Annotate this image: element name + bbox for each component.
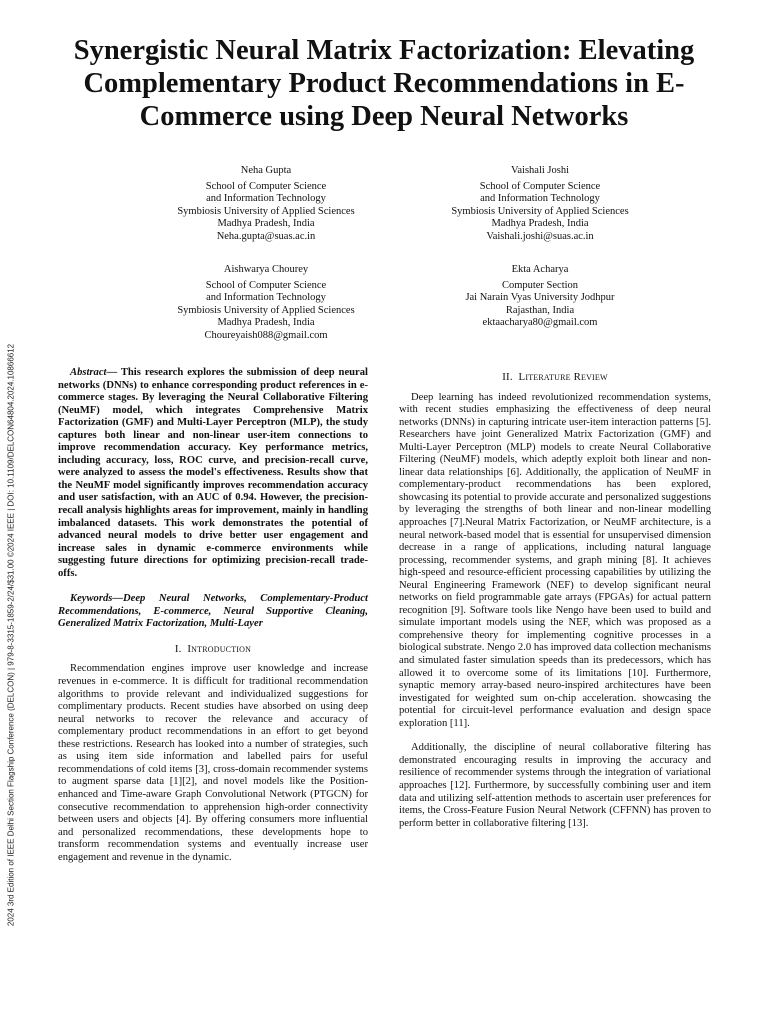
- section-title: Literature Review: [518, 371, 608, 383]
- author-location: Rajasthan, India: [505, 304, 575, 316]
- paper-title: Synergistic Neural Matrix Factorization: Elevating Complementary Product Recommendations in E-Commerce using Deep Neural Networks: [73, 35, 695, 132]
- left-column: [58, 367, 368, 864]
- author-email: Neha.gupta@suas.ac.in: [216, 230, 316, 242]
- intro-paragraph: Recommendation engines improve user knowledge and increase revenues in e-commerce. It is difficult for traditional recommendation algorithms to provide relevant and individualized suggestions for complimentary products. Recent studies have absorbed on using deep neural networks to recover the relevance and accuracy of complementary product recommendations in an effort to get beyond these restrictions. Research has looked into a number of strategies, such as using item side information and labelled pairs for useful recommendations of cold items [3], cross-domain recommender systems to augment sparse data [1][2], and novel models like the Position-enhanced and Time-aware Graph Convolutional Network (PTGCN) for consecutive recommendation to apprehension high-order connectivity between users and objects [4]. By offering consumers more influential and personalized recommendations, these developments hope to transform recommendation systems and eventually increase user engagement and revenue in the dynamic.: [58, 663, 368, 863]
- author-email: Vaishali.joshi@suas.ac.in: [486, 230, 594, 242]
- abstract: [58, 367, 368, 580]
- author-affiliation: Symbiosis University of Applied Sciences: [177, 304, 355, 316]
- author-affiliation: Symbiosis University of Applied Sciences: [177, 205, 355, 217]
- author-name: Vaishali Joshi: [510, 165, 570, 176]
- section-heading-literature-review: [399, 371, 711, 384]
- abstract-text: — This research explores the submission of deep neural networks (DNNs) to enhance corresponding product references in e-commerce stages. By leveraging the Neural Collaborative Filtering (NeuMF) model, which integrates Comprehensive Matrix Factorization (GMF) and Multi-Layer Perceptron (MLP), the study captures both linear and non-linear user-item connections to improve recommendation accuracy. Key performance metrics, including accuracy, loss, ROC curve, and precision-recall curve, were analyzed to assess the model's effectiveness. Results show that the NeuMF model significantly improves recommendation accuracy and user satisfaction, with an AUC of 0.94. However, the precision-recall analysis highlights areas for improvement, mainly in handling imbalanced datasets. This work demonstrates the potential of advanced neural models to drive better user engagement and increase sales in dynamic e-commerce environments while suggesting future directions for optimizing precision-recall trade-offs.: [58, 367, 368, 579]
- author-affiliation: School of Computer Science: [205, 279, 327, 291]
- author-affiliation: and Information Technology: [480, 193, 600, 205]
- author-block-1: [116, 165, 416, 244]
- author-affiliation: School of Computer Science: [479, 180, 601, 192]
- section-number: II.: [502, 371, 513, 383]
- author-name: Neha Gupta: [240, 165, 292, 176]
- author-affiliation: Jai Narain Vyas University Jodhpur: [465, 292, 615, 304]
- author-block-3: [116, 264, 416, 343]
- right-column: [399, 367, 711, 830]
- author-location: Madhya Pradesh, India: [217, 218, 315, 230]
- author-email: Choureyaish088@gmail.com: [204, 329, 328, 341]
- literature-paragraph: Deep learning has indeed revolutionized recommendation systems, with recent studies emphasizing the effectiveness of deep neural networks (DNNs) in capturing intricate user-item interaction patterns [5]. Researchers have joint Generalized Matrix Factorization (GMF) and Multi-Layer Perceptron (MLP) models to create Neural Collaborative Filtering (NeuMF) models, which adeptly exploit both linear and non-linear data relationships [6]. Additionally, the application of NeuMF in complementary-product recommendations has been explored, showcasing its potential to provide accurate and personalized suggestions by leveraging the strengths of both linear and non-linear modelling approaches [7].Neural Matrix Factorization, or NeuMF architecture, is a neural network-based model that is essential for unsupervised dimension decrease in a range of applications, including natural language processing, recommender systems, and graph mining [8]. It achieves high-speed and resource-efficient processing capabilities by utilizing the Neural Engineering Framework (NEF) to develop significant neural networks on field programmable gate arrays (FPGAs) for actual pattern recognition [9]. Software tools like Nengo have been used to build and simulate important models using the NEF, which was proposed as a comprehensive theory for implementing cognitive processes in a biological substrate. Nengo 2.0 has improved data collection mechanisms and simulated faster simulation speeds than its predecessors, which has allowed it to overcome some of its limitations [10]. Furthermore, synaptic memory array-based neuro-inspired architectures have been investigated for weighted sum on-chip acceleration. showcasing the potential for circuit-level performance evaluation and design space exploration [11].: [399, 391, 711, 729]
- author-block-2: [390, 165, 690, 244]
- author-block-4: [390, 264, 690, 330]
- author-location: Madhya Pradesh, India: [491, 218, 589, 230]
- author-name: Aishwarya Chourey: [223, 264, 309, 275]
- abstract-label: Abstract: [70, 367, 107, 378]
- literature-paragraph: Additionally, the discipline of neural collaborative filtering has demonstrated encouraging results in improving the accuracy and resilience of recommender systems through the integration of variational approaches [12]. Furthermore, by successfully combining user and item data and utilizing self-attention methods to ascertain user preferences for items, the Cross-Feature Fusion Neural Network (CFFNN) has proven to perform better in collaborative filtering [13].: [399, 742, 711, 829]
- copyright-side-note: [4, 320, 18, 950]
- section-heading-introduction: [58, 643, 368, 656]
- side-note-text: 2024 3rd Edition of IEEE Delhi Section Flagship Conference (DELCON) | 979-8-3315-1859-2/24/$31.00 ©2024 IEEE | DOI: 10.1109/DELCON64804.2024.10866612: [6, 343, 16, 927]
- author-affiliation: and Information Technology: [206, 193, 326, 205]
- author-affiliation: Symbiosis University of Applied Sciences: [451, 205, 629, 217]
- section-title: Introduction: [187, 642, 252, 655]
- author-location: Madhya Pradesh, India: [217, 317, 315, 329]
- section-number: I.: [174, 642, 182, 655]
- author-affiliation: and Information Technology: [206, 292, 326, 304]
- keywords: Keywords—Deep Neural Networks, Complementary-Product Recommendations, E-commerce, Neural Supportive Cleaning, Generalized Matrix Factorization, Multi-Layer: [58, 593, 368, 630]
- author-name: Ekta Acharya: [511, 264, 569, 275]
- author-email: ektaacharya80@gmail.com: [482, 317, 598, 329]
- author-affiliation: School of Computer Science: [205, 180, 327, 192]
- author-affiliation: Computer Section: [501, 279, 579, 291]
